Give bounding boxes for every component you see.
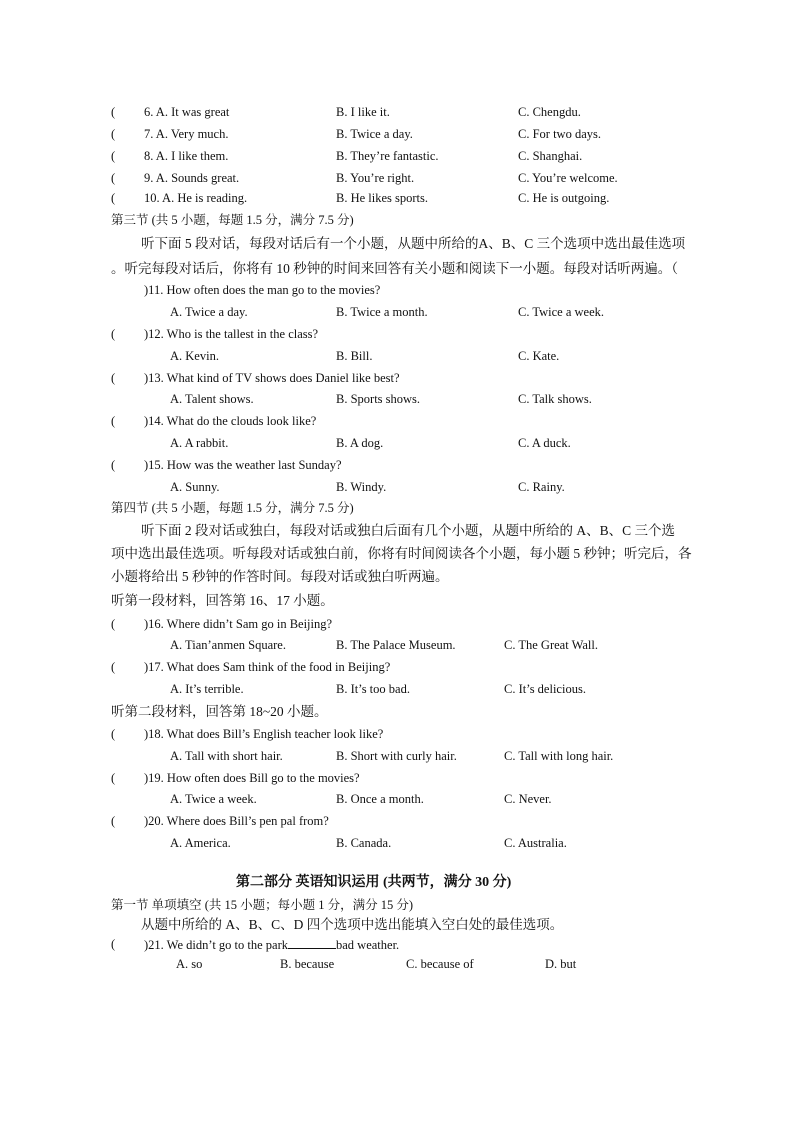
answer-paren[interactable]: ( xyxy=(111,771,116,785)
option-c: C. The Great Wall. xyxy=(504,638,598,652)
question-stem: )17. What does Sam think of the food in Beijing? xyxy=(144,660,391,674)
option-a: A. America. xyxy=(170,836,231,850)
question-stem: 6. A. It was great xyxy=(144,105,230,119)
question-stem: 10. A. He is reading. xyxy=(144,191,248,205)
option-d: D. but xyxy=(545,957,577,971)
question-stem: )13. What kind of TV shows does Daniel like best? xyxy=(144,371,400,385)
question-stem: )20. Where does Bill’s pen pal from? xyxy=(144,814,329,828)
question-stem-before-blank: )21. We didn’t go to the park xyxy=(144,938,288,952)
option-b: B. The Palace Museum. xyxy=(336,638,456,652)
answer-paren[interactable]: ( xyxy=(111,414,116,428)
option-b: B. Twice a day. xyxy=(336,127,413,141)
question-stem: )12. Who is the tallest in the class? xyxy=(144,327,319,341)
option-a: A. so xyxy=(176,957,203,971)
option-b: B. They’re fantastic. xyxy=(336,149,439,163)
option-c: C. Tall with long hair. xyxy=(504,749,614,763)
answer-paren[interactable]: ( xyxy=(111,727,116,741)
answer-paren[interactable]: ( xyxy=(111,458,116,472)
option-c: C. Rainy. xyxy=(518,480,565,494)
option-c: C. Chengdu. xyxy=(518,105,581,119)
section-4-instruction-line-1: 听下面 2 段对话或独白，每段对话或独白后面有几个小题，从题中所给的 A、B、C 三个选 xyxy=(141,523,676,538)
answer-paren[interactable]: ( xyxy=(111,127,116,141)
option-b: B. Bill. xyxy=(336,349,373,363)
answer-paren[interactable]: ( xyxy=(111,937,116,951)
option-c: C. Australia. xyxy=(504,836,567,850)
option-b: B. Short with curly hair. xyxy=(336,749,457,763)
question-stem: )18. What does Bill’s English teacher look like? xyxy=(144,727,384,741)
part-2-section-1-heading: 第一节 单项填空 (共 15 小题；每小题 1 分，满分 15 分) xyxy=(111,898,414,912)
answer-paren[interactable]: ( xyxy=(111,191,116,205)
option-b: B. Windy. xyxy=(336,480,387,494)
option-b: B. I like it. xyxy=(336,105,390,119)
section-3-instruction-line-1: 听下面 5 段对话，每段对话后有一个小题，从题中所给的A、B、C 三个选项中选出最佳选项 xyxy=(141,236,686,251)
option-c: C. Twice a week. xyxy=(518,305,605,319)
option-a: A. Twice a week. xyxy=(170,792,257,806)
option-c: C. It’s delicious. xyxy=(504,682,586,696)
option-b: B. It’s too bad. xyxy=(336,682,410,696)
part-2-title: 第二部分 英语知识运用 (共两节，满分 30 分) xyxy=(236,875,512,890)
question-stem: )19. How often does Bill go to the movies? xyxy=(144,771,360,785)
question-stem: )11. How often does the man go to the movies? xyxy=(144,283,381,297)
option-b: B. He likes sports. xyxy=(336,191,429,205)
option-c: C. You’re welcome. xyxy=(518,171,618,185)
group-2-label: 听第二段材料，回答第 18~20 小题。 xyxy=(111,704,328,719)
option-b: B. Twice a month. xyxy=(336,305,428,319)
option-a: A. Twice a day. xyxy=(170,305,248,319)
option-c: C. A duck. xyxy=(518,436,571,450)
answer-paren[interactable]: ( xyxy=(111,149,116,163)
fill-in-blank[interactable] xyxy=(288,937,336,949)
question-stem: 8. A. I like them. xyxy=(144,149,229,163)
option-a: A. Sunny. xyxy=(170,480,220,494)
option-c: C. Kate. xyxy=(518,349,560,363)
group-1-label: 听第一段材料，回答第 16、17 小题。 xyxy=(111,593,334,608)
section-4-instruction-line-2: 项中选出最佳选项。听每段对话或独白前，你将有时间阅读各个小题，每小题 5 秒钟；听完后，各 xyxy=(111,546,692,561)
section-4-instruction-line-3: 小题将给出 5 秒钟的作答时间。每段对话或独白听两遍。 xyxy=(111,569,449,584)
option-a: A. Talent shows. xyxy=(170,392,254,406)
section-3-heading: 第三节 (共 5 小题，每题 1.5 分，满分 7.5 分) xyxy=(111,213,354,227)
answer-paren[interactable]: ( xyxy=(111,814,116,828)
answer-paren[interactable]: ( xyxy=(111,105,116,119)
answer-paren[interactable]: ( xyxy=(111,171,116,185)
option-a: A. Tall with short hair. xyxy=(170,749,283,763)
section-4-heading: 第四节 (共 5 小题，每题 1.5 分，满分 7.5 分) xyxy=(111,501,354,515)
question-stem: )16. Where didn’t Sam go in Beijing? xyxy=(144,617,333,631)
option-a: A. A rabbit. xyxy=(170,436,229,450)
option-b: B. Sports shows. xyxy=(336,392,421,406)
option-b: B. because xyxy=(280,957,335,971)
question-stem-after-blank: bad weather. xyxy=(336,938,400,952)
question-stem: 7. A. Very much. xyxy=(144,127,229,141)
answer-paren[interactable]: ( xyxy=(111,371,116,385)
option-b: B. Once a month. xyxy=(336,792,424,806)
question-stem: )15. How was the weather last Sunday? xyxy=(144,458,342,472)
option-b: B. Canada. xyxy=(336,836,392,850)
answer-paren[interactable]: ( xyxy=(111,660,116,674)
option-b: B. A dog. xyxy=(336,436,384,450)
option-a: A. It’s terrible. xyxy=(170,682,244,696)
option-c: C. Talk shows. xyxy=(518,392,592,406)
option-a: A. Kevin. xyxy=(170,349,219,363)
question-stem xyxy=(144,937,399,953)
option-a: A. Tian’anmen Square. xyxy=(170,638,286,652)
option-c: C. He is outgoing. xyxy=(518,191,610,205)
question-stem: )14. What do the clouds look like? xyxy=(144,414,317,428)
option-c: C. For two days. xyxy=(518,127,601,141)
option-c: C. Never. xyxy=(504,792,552,806)
option-b: B. You’re right. xyxy=(336,171,415,185)
option-c: C. Shanghai. xyxy=(518,149,583,163)
question-stem: 9. A. Sounds great. xyxy=(144,171,240,185)
part-2-instruction: 从题中所给的 A、B、C、D 四个选项中选出能填入空白处的最佳选项。 xyxy=(141,917,564,932)
answer-paren[interactable]: ( xyxy=(111,617,116,631)
answer-paren[interactable]: ( xyxy=(111,327,116,341)
section-3-instruction-line-2: 。听完每段对话后，你将有 10 秒钟的时间来回答有关小题和阅读下一小题。每段对话听两遍。（ xyxy=(111,261,678,276)
option-c: C. because of xyxy=(406,957,474,971)
